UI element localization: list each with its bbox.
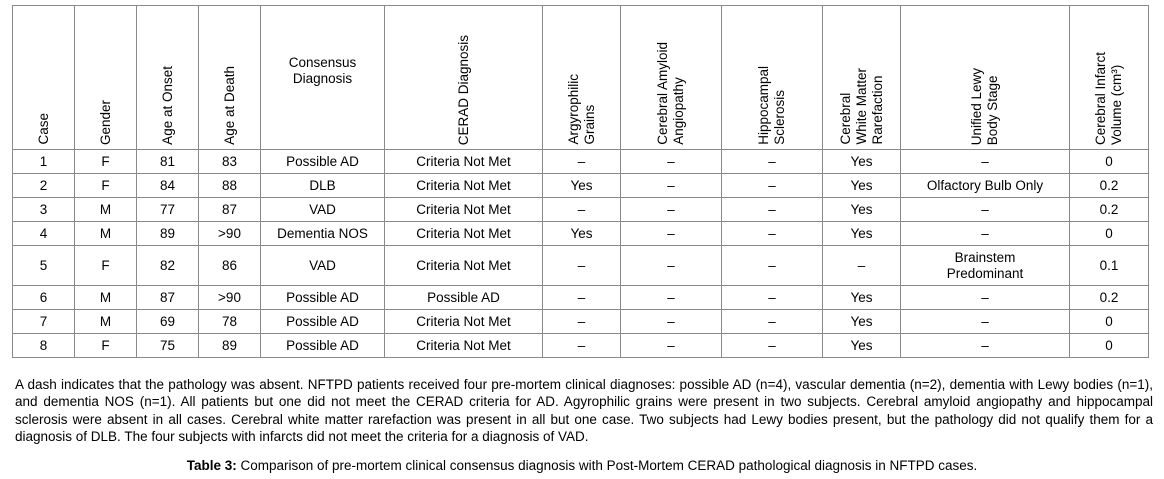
table-cell: – — [722, 334, 823, 358]
table-cell: F — [75, 334, 137, 358]
column-header-label: Gender — [97, 99, 113, 145]
table-cell: 0.2 — [1070, 286, 1149, 310]
table-cell: 3 — [13, 198, 75, 222]
table-cell: Yes — [823, 222, 901, 246]
table-cell: F — [75, 246, 137, 286]
table-cell: 1 — [13, 150, 75, 174]
table-cell: 2 — [13, 174, 75, 198]
column-header-label: Unified Lewy Body Stage — [969, 67, 1000, 145]
table-cell: Possible AD — [385, 286, 543, 310]
column-header-label: CERAD Diagnosis — [455, 34, 471, 145]
table-body — [13, 150, 1149, 358]
table-cell: M — [75, 286, 137, 310]
table-cell: Yes — [823, 198, 901, 222]
table-cell: 89 — [137, 222, 199, 246]
table-cell: 8 — [13, 334, 75, 358]
table-cell: – — [901, 222, 1070, 246]
table-cell: – — [621, 198, 722, 222]
table-cell: 0 — [1070, 150, 1149, 174]
table-cell: 83 — [199, 150, 261, 174]
column-header-label: Cerebral Infarct Volume (cm³) — [1093, 51, 1124, 145]
table-cell: 0.2 — [1070, 174, 1149, 198]
table-cell: – — [543, 286, 621, 310]
table-cell: – — [621, 286, 722, 310]
table-cell: Possible AD — [261, 334, 385, 358]
table-cell: 88 — [199, 174, 261, 198]
table-cell: – — [722, 198, 823, 222]
table-cell: 87 — [199, 198, 261, 222]
table-cell: Criteria Not Met — [385, 150, 543, 174]
table-cell: – — [901, 198, 1070, 222]
table-cell: 75 — [137, 334, 199, 358]
table-cell: 6 — [13, 286, 75, 310]
table-cell: Criteria Not Met — [385, 334, 543, 358]
table-cell: – — [901, 150, 1070, 174]
table-cell: Criteria Not Met — [385, 222, 543, 246]
table-cell: – — [722, 174, 823, 198]
table-cell: Criteria Not Met — [385, 310, 543, 334]
table-cell: 0 — [1070, 310, 1149, 334]
table-footnote: A dash indicates that the pathology was absent. NFTPD patients received four pre-mortem clinical diagnoses: possible AD (n=4), vascular dementia (n=2), dementia with Lewy bodies (n=1), and dementia NOS (n=1). All patients but one did not meet the CERAD criteria for AD. Agyrophilic grains were present in two subjects. Cerebral amyloid angiopathy and hippocampal sclerosis were absent in all cases. Cerebral white matter rarefaction was present in all but one case. Two subjects had Lewy bodies present, but the pathology did not qualify them for a diagnosis of DLB. The four subjects with infarcts did not meet the criteria for a diagnosis of VAD. — [15, 377, 1153, 444]
table-cell: Brainstem Predominant — [901, 246, 1070, 286]
column-header — [543, 6, 621, 150]
table-cell: Yes — [823, 150, 901, 174]
table-cell: – — [722, 150, 823, 174]
table-cell: – — [901, 334, 1070, 358]
table-cell: 0.1 — [1070, 246, 1149, 286]
column-header — [901, 6, 1070, 150]
table-row — [13, 198, 1149, 222]
table-cell: – — [621, 222, 722, 246]
column-header-label: Hippocampal Sclerosis — [756, 66, 787, 145]
column-header — [1070, 6, 1149, 150]
table-cell: DLB — [261, 174, 385, 198]
table-cell: – — [543, 198, 621, 222]
table-row — [13, 174, 1149, 198]
table-cell: – — [621, 310, 722, 334]
column-header — [75, 6, 137, 150]
caption-label: Table 3: — [186, 458, 237, 473]
table-cell: 81 — [137, 150, 199, 174]
table-cell: 0 — [1070, 334, 1149, 358]
table-cell: – — [621, 174, 722, 198]
table-cell: – — [543, 334, 621, 358]
table-cell: 5 — [13, 246, 75, 286]
table-row — [13, 150, 1149, 174]
table-cell: 69 — [137, 310, 199, 334]
table-cell: F — [75, 174, 137, 198]
table-cell: – — [621, 246, 722, 286]
table-cell: – — [901, 286, 1070, 310]
table-cell: Possible AD — [261, 150, 385, 174]
table-cell: – — [722, 222, 823, 246]
column-header — [385, 6, 543, 150]
table-cell: VAD — [261, 246, 385, 286]
table-cell: Yes — [543, 222, 621, 246]
table-cell: M — [75, 198, 137, 222]
table-cell: – — [621, 150, 722, 174]
table-row — [13, 310, 1149, 334]
table-cell: F — [75, 150, 137, 174]
column-header-label: Argyrophilic Grains — [565, 74, 597, 145]
table-cell: 0.2 — [1070, 198, 1149, 222]
table-cell: Yes — [823, 174, 901, 198]
table-row — [13, 334, 1149, 358]
table-cell: 86 — [199, 246, 261, 286]
column-header — [137, 6, 199, 150]
column-header — [823, 6, 901, 150]
table-cell: Dementia NOS — [261, 222, 385, 246]
table-cell: – — [722, 310, 823, 334]
column-header-label: Consensus Diagnosis — [288, 54, 357, 86]
header-row — [13, 6, 1149, 150]
table-cell: – — [901, 310, 1070, 334]
table-cell: Criteria Not Met — [385, 198, 543, 222]
table-cell: VAD — [261, 198, 385, 222]
table-cell: 82 — [137, 246, 199, 286]
table-cell: – — [621, 334, 722, 358]
table-cell: >90 — [199, 286, 261, 310]
table-cell: – — [722, 246, 823, 286]
table-cell: Yes — [823, 286, 901, 310]
table-cell: 87 — [137, 286, 199, 310]
table-cell: 77 — [137, 198, 199, 222]
table-cell: – — [543, 150, 621, 174]
table-cell: Yes — [823, 310, 901, 334]
table-cell: Possible AD — [261, 310, 385, 334]
table-cell: Yes — [823, 334, 901, 358]
column-header-label: Age at Death — [221, 66, 237, 145]
column-header — [261, 6, 385, 150]
table-cell: 7 — [13, 310, 75, 334]
table-row — [13, 246, 1149, 286]
column-header-label: Age at Onset — [159, 66, 175, 145]
table-cell: 4 — [13, 222, 75, 246]
table-cell: Possible AD — [261, 286, 385, 310]
table-cell: 0 — [1070, 222, 1149, 246]
column-header — [13, 6, 75, 150]
table-cell: >90 — [199, 222, 261, 246]
column-header-label: Cerebral Amyloid Angiopathy — [655, 42, 686, 145]
table-cell: M — [75, 222, 137, 246]
table-cell: Criteria Not Met — [385, 174, 543, 198]
table-cell: – — [823, 246, 901, 286]
caption-text: Comparison of pre-mortem clinical consensus diagnosis with Post-Mortem CERAD pathological diagnosis in NFTPD cases. — [236, 458, 978, 473]
table-cell: 89 — [199, 334, 261, 358]
column-header — [199, 6, 261, 150]
table-row — [13, 286, 1149, 310]
table-cell: – — [543, 310, 621, 334]
table-cell: – — [543, 246, 621, 286]
column-header-label: Cerebral White Matter Rarefaction — [837, 68, 885, 145]
table-row — [13, 222, 1149, 246]
table-caption — [0, 458, 1164, 473]
table-cell: – — [722, 286, 823, 310]
table-cell: 84 — [137, 174, 199, 198]
column-header — [722, 6, 823, 150]
column-header-label: Case — [35, 113, 51, 145]
table-cell: Criteria Not Met — [385, 246, 543, 286]
data-table — [12, 5, 1149, 358]
table-cell: 78 — [199, 310, 261, 334]
column-header — [621, 6, 722, 150]
table-cell: Yes — [543, 174, 621, 198]
table-cell: Olfactory Bulb Only — [901, 174, 1070, 198]
table-cell: M — [75, 310, 137, 334]
